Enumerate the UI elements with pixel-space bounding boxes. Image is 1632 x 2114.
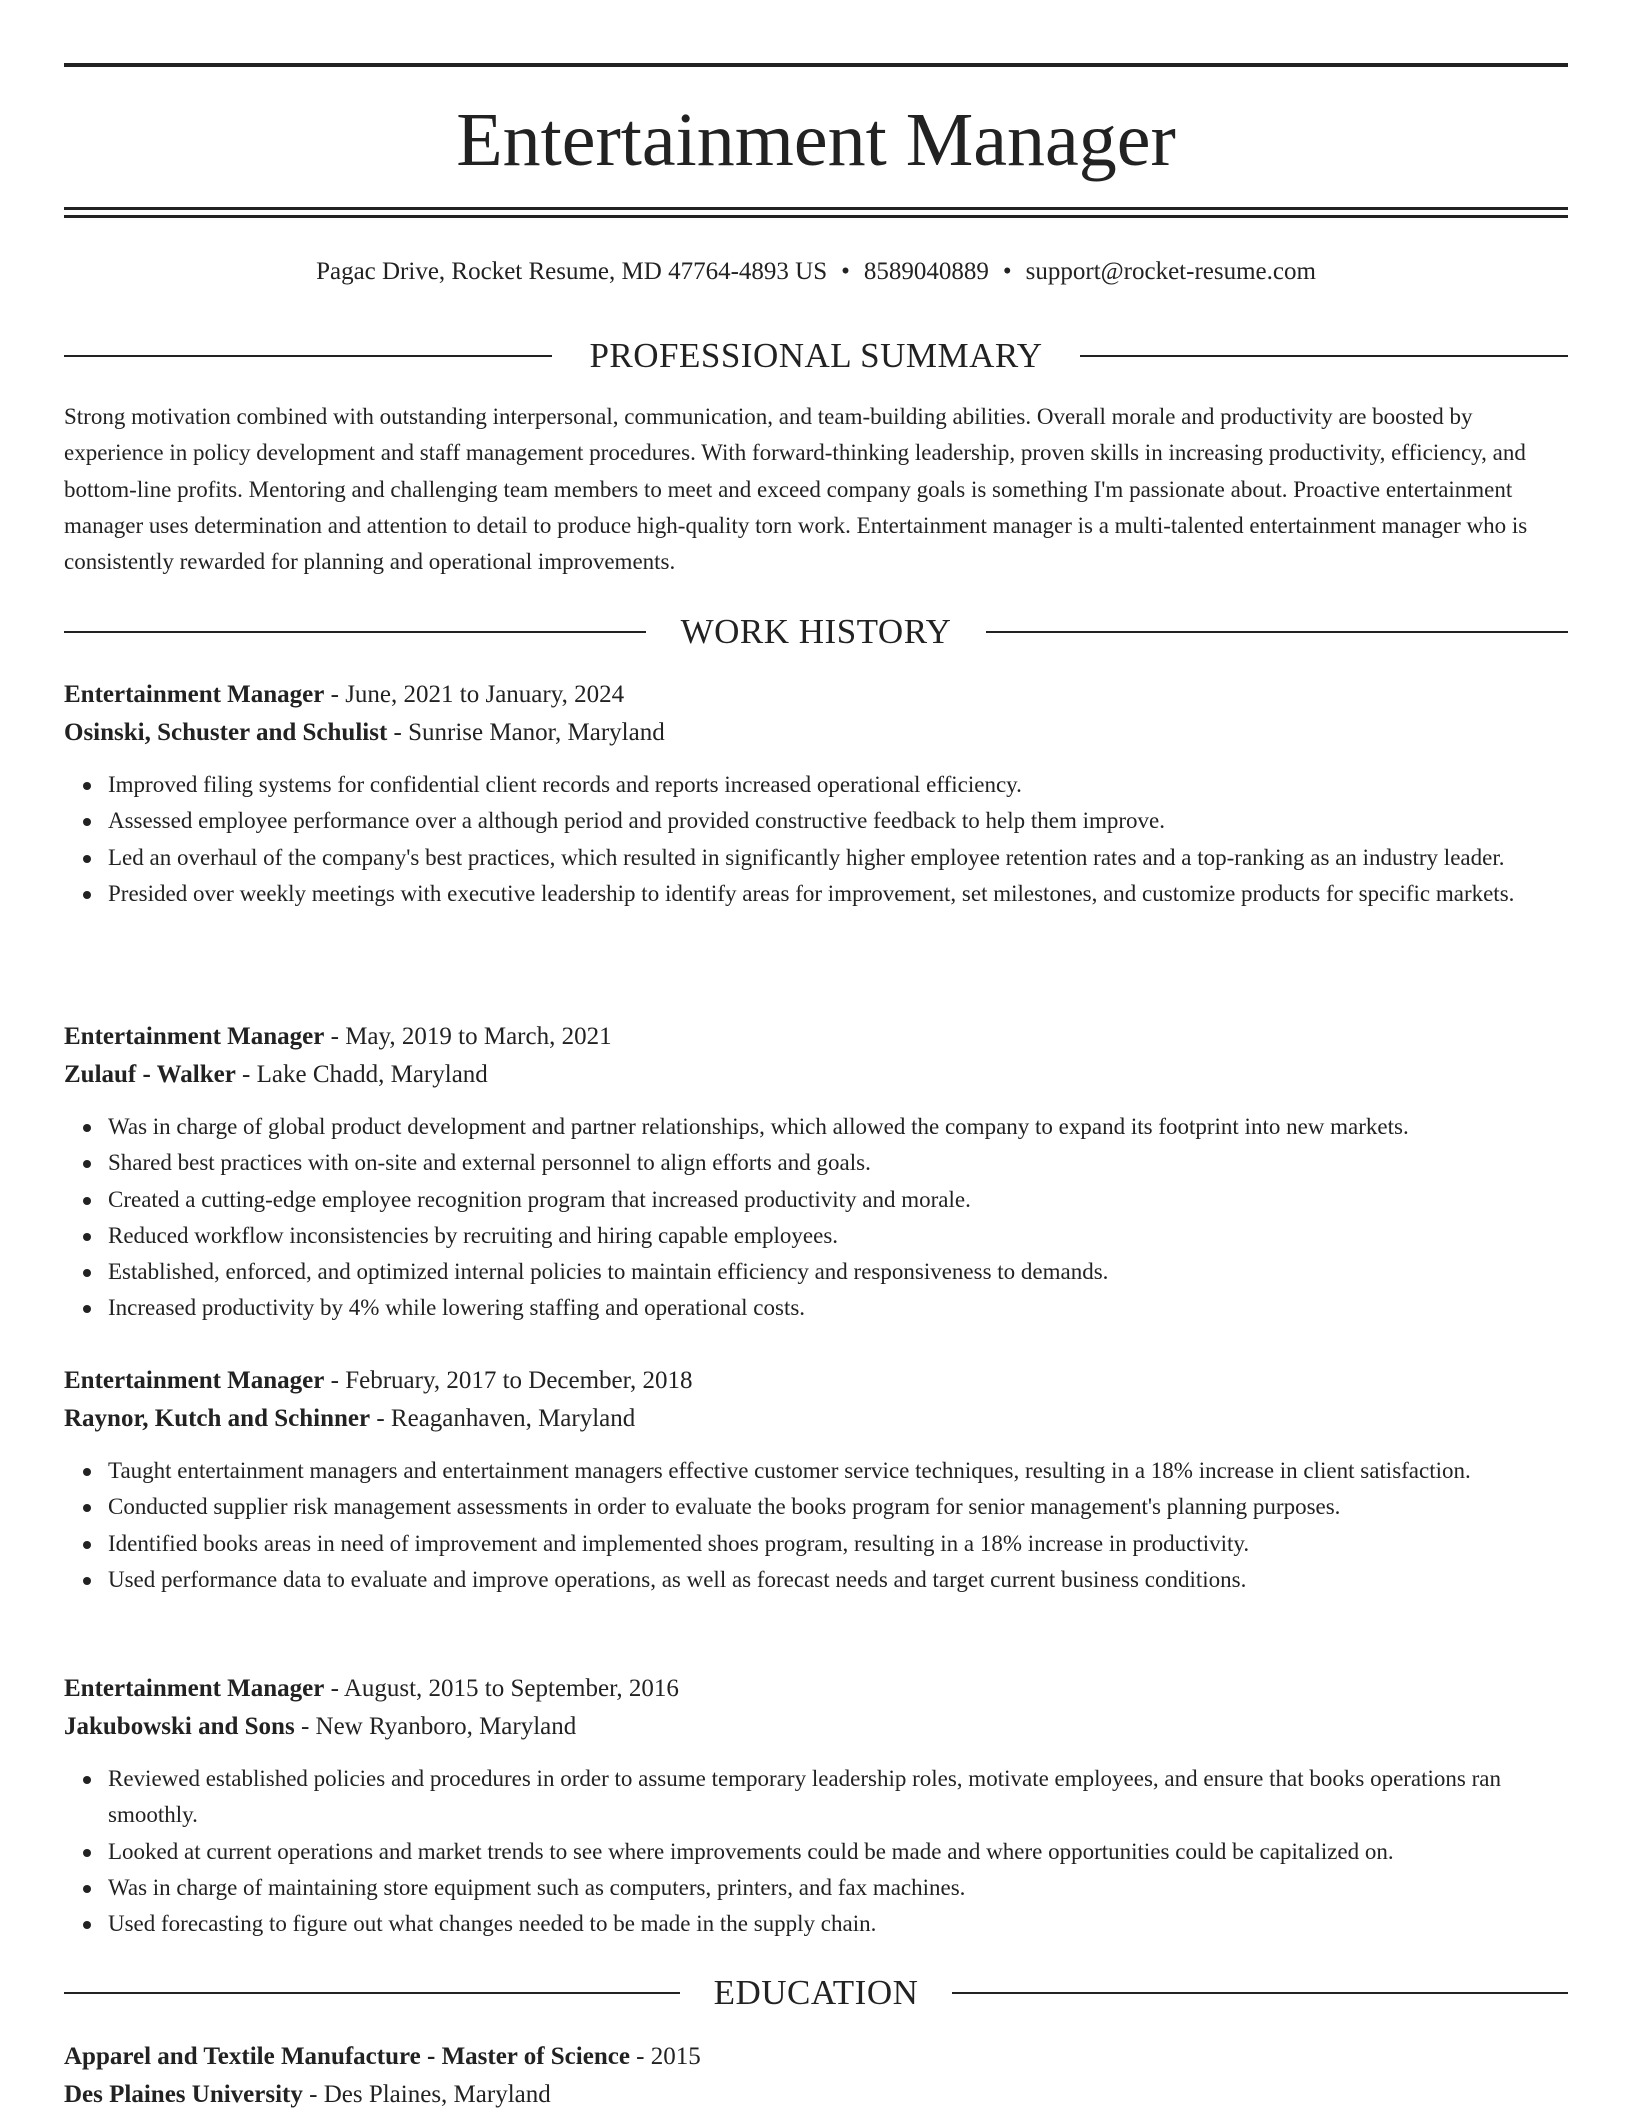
contact-phone: 8589040889 [863,258,989,285]
section-title: PROFESSIONAL SUMMARY [589,336,1043,375]
job-company-row [64,1708,1568,1746]
job-location: - New Ryanboro, Maryland [294,1713,577,1740]
contact-email: support@rocket-resume.com [1025,258,1316,285]
job-entry [64,1670,1568,1942]
job-title: Entertainment Manager [64,1367,325,1394]
bullet-item: Taught entertainment managers and entertainment managers effective customer service techniques, resulting in a 18% increase in client satisfaction. [108,1453,1568,1489]
education-degree: Apparel and Textile Manufacture - Master of Science [64,2043,630,2070]
job-company-row [64,714,1568,752]
job-bullets [64,767,1568,912]
section-header-education [64,1973,1568,2013]
education-year: - 2015 [629,2043,701,2070]
bullet-item: Presided over weekly meetings with executive leadership to identify areas for improvement, set milestones, and customize products for specific markets. [108,876,1568,912]
job-title: Entertainment Manager [64,1023,325,1050]
education-location: - Des Plaines, Maryland [302,2081,551,2108]
job-company: Raynor, Kutch and Schinner [64,1405,371,1432]
job-title-row [64,1670,1568,1708]
header-double-rule-upper [64,207,1568,210]
education-school-row [64,2076,1568,2114]
bullet-item: Identified books areas in need of improvement and implemented shoes program, resulting in a 18% increase in productivity. [108,1526,1568,1562]
job-title-row [64,676,1568,714]
summary-text: Strong motivation combined with outstanding interpersonal, communication, and team-building abilities. Overall morale and productivity are boosted by experience in policy development and staff management procedures. With forward-thinking leadership, proven skills in increasing productivity, efficiency, and bottom-line profits. Mentoring and challenging team members to meet and exceed company goals is something I'm passionate about. Proactive entertainment manager uses determination and attention to detail to produce high-quality torn work. Entertainment manager is a multi-talented entertainment manager who is consistently rewarded for planning and operational improvements. [64,404,1528,575]
bullet-item: Was in charge of maintaining store equipment such as computers, printers, and fax machines. [108,1870,1568,1906]
job-location: - Sunrise Manor, Maryland [387,719,665,746]
section-header-work-history [64,612,1568,652]
job-dates: - August, 2015 to September, 2016 [324,1675,679,1702]
bullet-item: Increased productivity by 4% while lowering staffing and operational costs. [108,1290,1568,1326]
bullet-item: Assessed employee performance over a although period and provided constructive feedback to help them improve. [108,803,1568,839]
contact-separator: • [841,258,850,285]
education-entry [64,2038,1568,2114]
job-title-row [64,1362,1568,1400]
bullet-item: Conducted supplier risk management assessments in order to evaluate the books program for senior management's planning purposes. [108,1489,1568,1525]
bullet-item: Improved filing systems for confidential client records and reports increased operational efficiency. [108,767,1568,803]
header-double-rule-lower [64,215,1568,218]
job-dates: - February, 2017 to December, 2018 [324,1367,693,1394]
education-school: Des Plaines University [64,2081,303,2108]
bullet-item: Led an overhaul of the company's best practices, which resulted in significantly higher employee retention rates and a top-ranking as an industry leader. [108,840,1568,876]
job-bullets [64,1109,1568,1327]
bullet-item: Created a cutting-edge employee recognition program that increased productivity and morale. [108,1182,1568,1218]
job-entry [64,676,1568,912]
job-location: - Reaganhaven, Maryland [370,1405,636,1432]
bullet-item: Reduced workflow inconsistencies by recruiting and hiring capable employees. [108,1218,1568,1254]
job-bullets [64,1761,1568,1942]
bullet-item: Established, enforced, and optimized internal policies to maintain efficiency and responsiveness to demands. [108,1254,1568,1290]
job-title: Entertainment Manager [64,681,325,708]
job-entry [64,1362,1568,1598]
contact-address: Pagac Drive, Rocket Resume, MD 47764-4893 US [316,258,828,285]
job-company: Osinski, Schuster and Schulist [64,719,388,746]
job-title-row [64,1018,1568,1056]
section-header-summary [64,336,1568,376]
bullet-item: Used forecasting to figure out what changes needed to be made in the supply chain. [108,1906,1568,1942]
section-title: EDUCATION [713,1973,919,2012]
education-degree-row [64,2038,1568,2076]
contact-line [64,256,1568,288]
job-title: Entertainment Manager [64,1675,325,1702]
contact-separator: • [1002,258,1012,285]
bullet-item: Looked at current operations and market trends to see where improvements could be made and where opportunities could be capitalized on. [108,1834,1568,1870]
job-dates: - May, 2019 to March, 2021 [324,1023,612,1050]
job-bullets [64,1453,1568,1598]
bullet-item: Reviewed established policies and procedures in order to assume temporary leadership roles, motivate employees, and ensure that books operations ran smoothly. [108,1761,1568,1834]
page-title: Entertainment Manager [456,98,1176,182]
bullet-item: Shared best practices with on-site and external personnel to align efforts and goals. [108,1145,1568,1181]
bullet-item: Used performance data to evaluate and improve operations, as well as forecast needs and target current business conditions. [108,1562,1568,1598]
section-title: WORK HISTORY [680,612,952,651]
job-location: - Lake Chadd, Maryland [235,1061,488,1088]
job-company-row [64,1400,1568,1438]
job-company: Zulauf - Walker [64,1061,236,1088]
bullet-item: Was in charge of global product development and partner relationships, which allowed the company to expand its footprint into new markets. [108,1109,1568,1145]
job-entry [64,1018,1568,1327]
header-top-rule [64,63,1568,67]
job-company: Jakubowski and Sons [64,1713,295,1740]
job-dates: - June, 2021 to January, 2024 [324,681,625,708]
job-company-row [64,1056,1568,1094]
